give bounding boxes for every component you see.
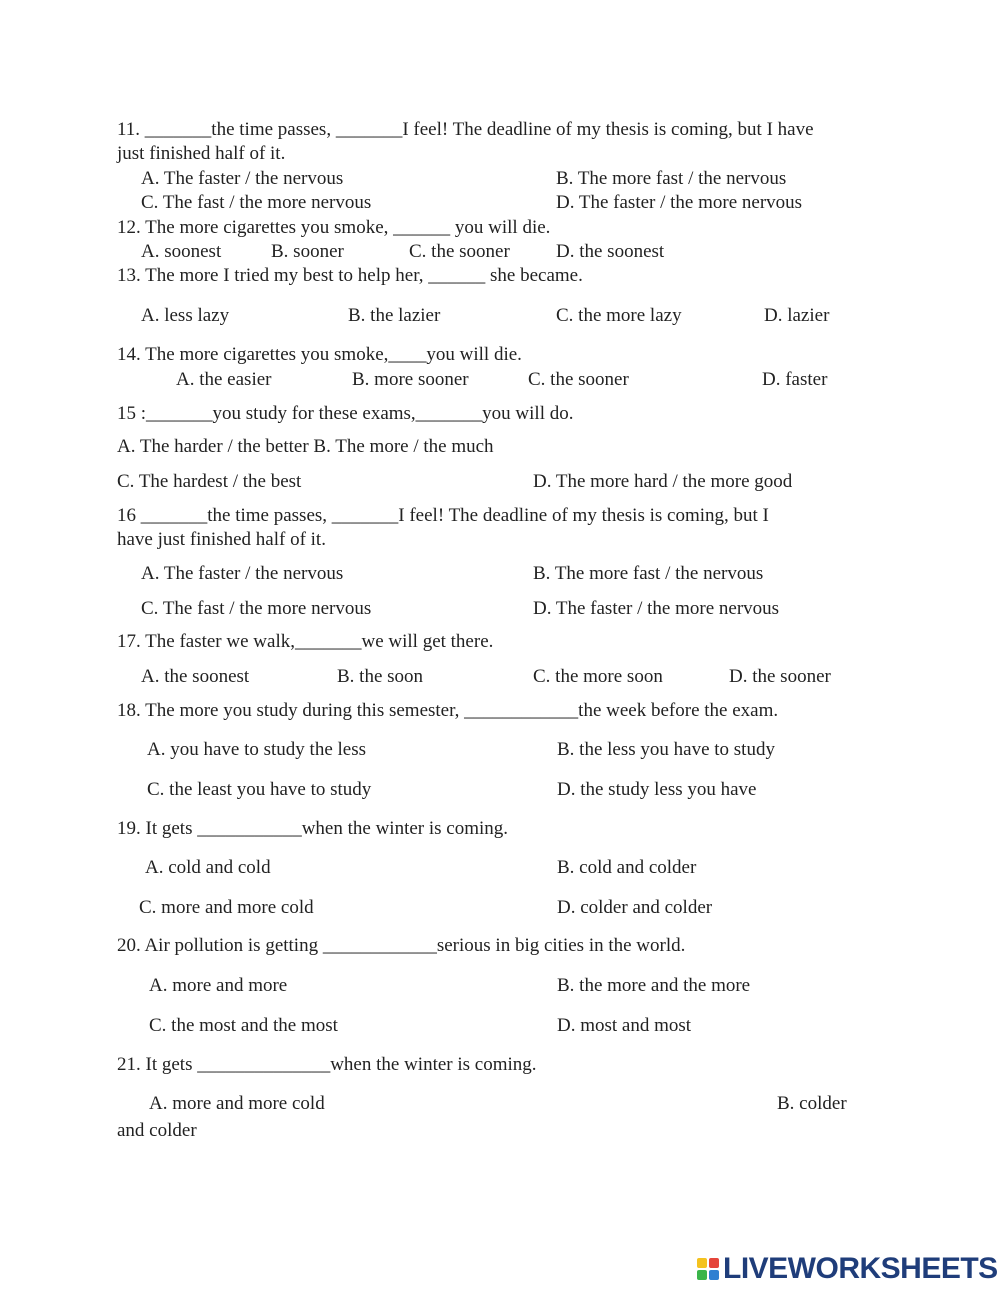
q12-option-a: A. soonest [141, 241, 222, 262]
q16-option-a: A. The faster / the nervous [141, 563, 344, 584]
q11-option-d: D. The faster / the more nervous [556, 192, 803, 213]
q19-option-d: D. colder and colder [557, 897, 713, 918]
logo-block-4 [709, 1270, 719, 1280]
q21-option-a: A. more and more cold [149, 1093, 325, 1114]
q18-stem: 18. The more you study during this semester, ____________the week before the exam. [117, 700, 779, 721]
q20-option-b: B. the more and the more [557, 975, 751, 996]
q15-stem: 15 :_______you study for these exams,_______you will do. [117, 403, 574, 424]
q19-option-c: C. more and more cold [139, 897, 314, 918]
q16-stem-line2: have just finished half of it. [117, 529, 326, 550]
q11-option-b: B. The more fast / the nervous [556, 168, 787, 189]
q17-option-a: A. the soonest [141, 666, 250, 687]
q15-option-c: C. The hardest / the best [117, 471, 302, 492]
logo-blocks-icon [697, 1258, 719, 1280]
q16-option-d: D. The faster / the more nervous [533, 598, 780, 619]
q13-option-c: C. the more lazy [556, 305, 682, 326]
q18-option-b: B. the less you have to study [557, 739, 775, 760]
q19-option-b: B. cold and colder [557, 857, 697, 878]
q20-option-d: D. most and most [557, 1015, 692, 1036]
q18-option-d: D. the study less you have [557, 779, 757, 800]
q15-option-ab: A. The harder / the better B. The more / the much [117, 436, 494, 457]
q20-option-a: A. more and more [149, 975, 288, 996]
q11-stem-line1: 11. _______the time passes, _______I feel! The deadline of my thesis is coming, but I have [117, 119, 814, 140]
q12-stem: 12. The more cigarettes you smoke, ______ you will die. [117, 217, 551, 238]
q13-option-a: A. less lazy [141, 305, 230, 326]
q17-stem: 17. The faster we walk,_______we will get there. [117, 631, 494, 652]
q17-option-d: D. the sooner [729, 666, 831, 687]
q21-option-b: B. colder [777, 1093, 847, 1114]
q16-option-b: B. The more fast / the nervous [533, 563, 764, 584]
q11-option-c: C. The fast / the more nervous [141, 192, 372, 213]
q17-option-b: B. the soon [337, 666, 424, 687]
q13-option-d: D. lazier [764, 305, 830, 326]
q18-option-a: A. you have to study the less [147, 739, 367, 760]
q17-option-c: C. the more soon [533, 666, 663, 687]
q21-stem: 21. It gets ______________when the winter is coming. [117, 1054, 537, 1075]
q18-option-c: C. the least you have to study [147, 779, 372, 800]
q14-option-a: A. the easier [176, 369, 272, 390]
q19-option-a: A. cold and cold [145, 857, 271, 878]
liveworksheets-logo[interactable] [697, 1252, 998, 1286]
q16-stem-line1: 16 _______the time passes, _______I feel! The deadline of my thesis is coming, but I [117, 505, 769, 526]
logo-block-3 [697, 1270, 707, 1280]
q20-option-c: C. the most and the most [149, 1015, 338, 1036]
q11-stem-line2: just finished half of it. [117, 143, 286, 164]
logo-block-2 [709, 1258, 719, 1268]
q16-option-c: C. The fast / the more nervous [141, 598, 372, 619]
q13-stem: 13. The more I tried my best to help her, ______ she became. [117, 265, 583, 286]
q12-option-b: B. sooner [271, 241, 344, 262]
q14-option-d: D. faster [762, 369, 828, 390]
logo-text: LIVEWORKSHEETS [723, 1252, 998, 1285]
q21-option-b-continued: and colder [117, 1120, 197, 1141]
q12-option-d: D. the soonest [556, 241, 665, 262]
q13-option-b: B. the lazier [348, 305, 441, 326]
q15-option-d: D. The more hard / the more good [533, 471, 793, 492]
q19-stem: 19. It gets ___________when the winter is coming. [117, 818, 509, 839]
q14-option-b: B. more sooner [352, 369, 469, 390]
q11-option-a: A. The faster / the nervous [141, 168, 344, 189]
q12-option-c: C. the sooner [409, 241, 510, 262]
q14-option-c: C. the sooner [528, 369, 629, 390]
q14-stem: 14. The more cigarettes you smoke,____you will die. [117, 344, 522, 365]
q20-stem: 20. Air pollution is getting ____________serious in big cities in the world. [117, 935, 686, 956]
logo-block-1 [697, 1258, 707, 1268]
